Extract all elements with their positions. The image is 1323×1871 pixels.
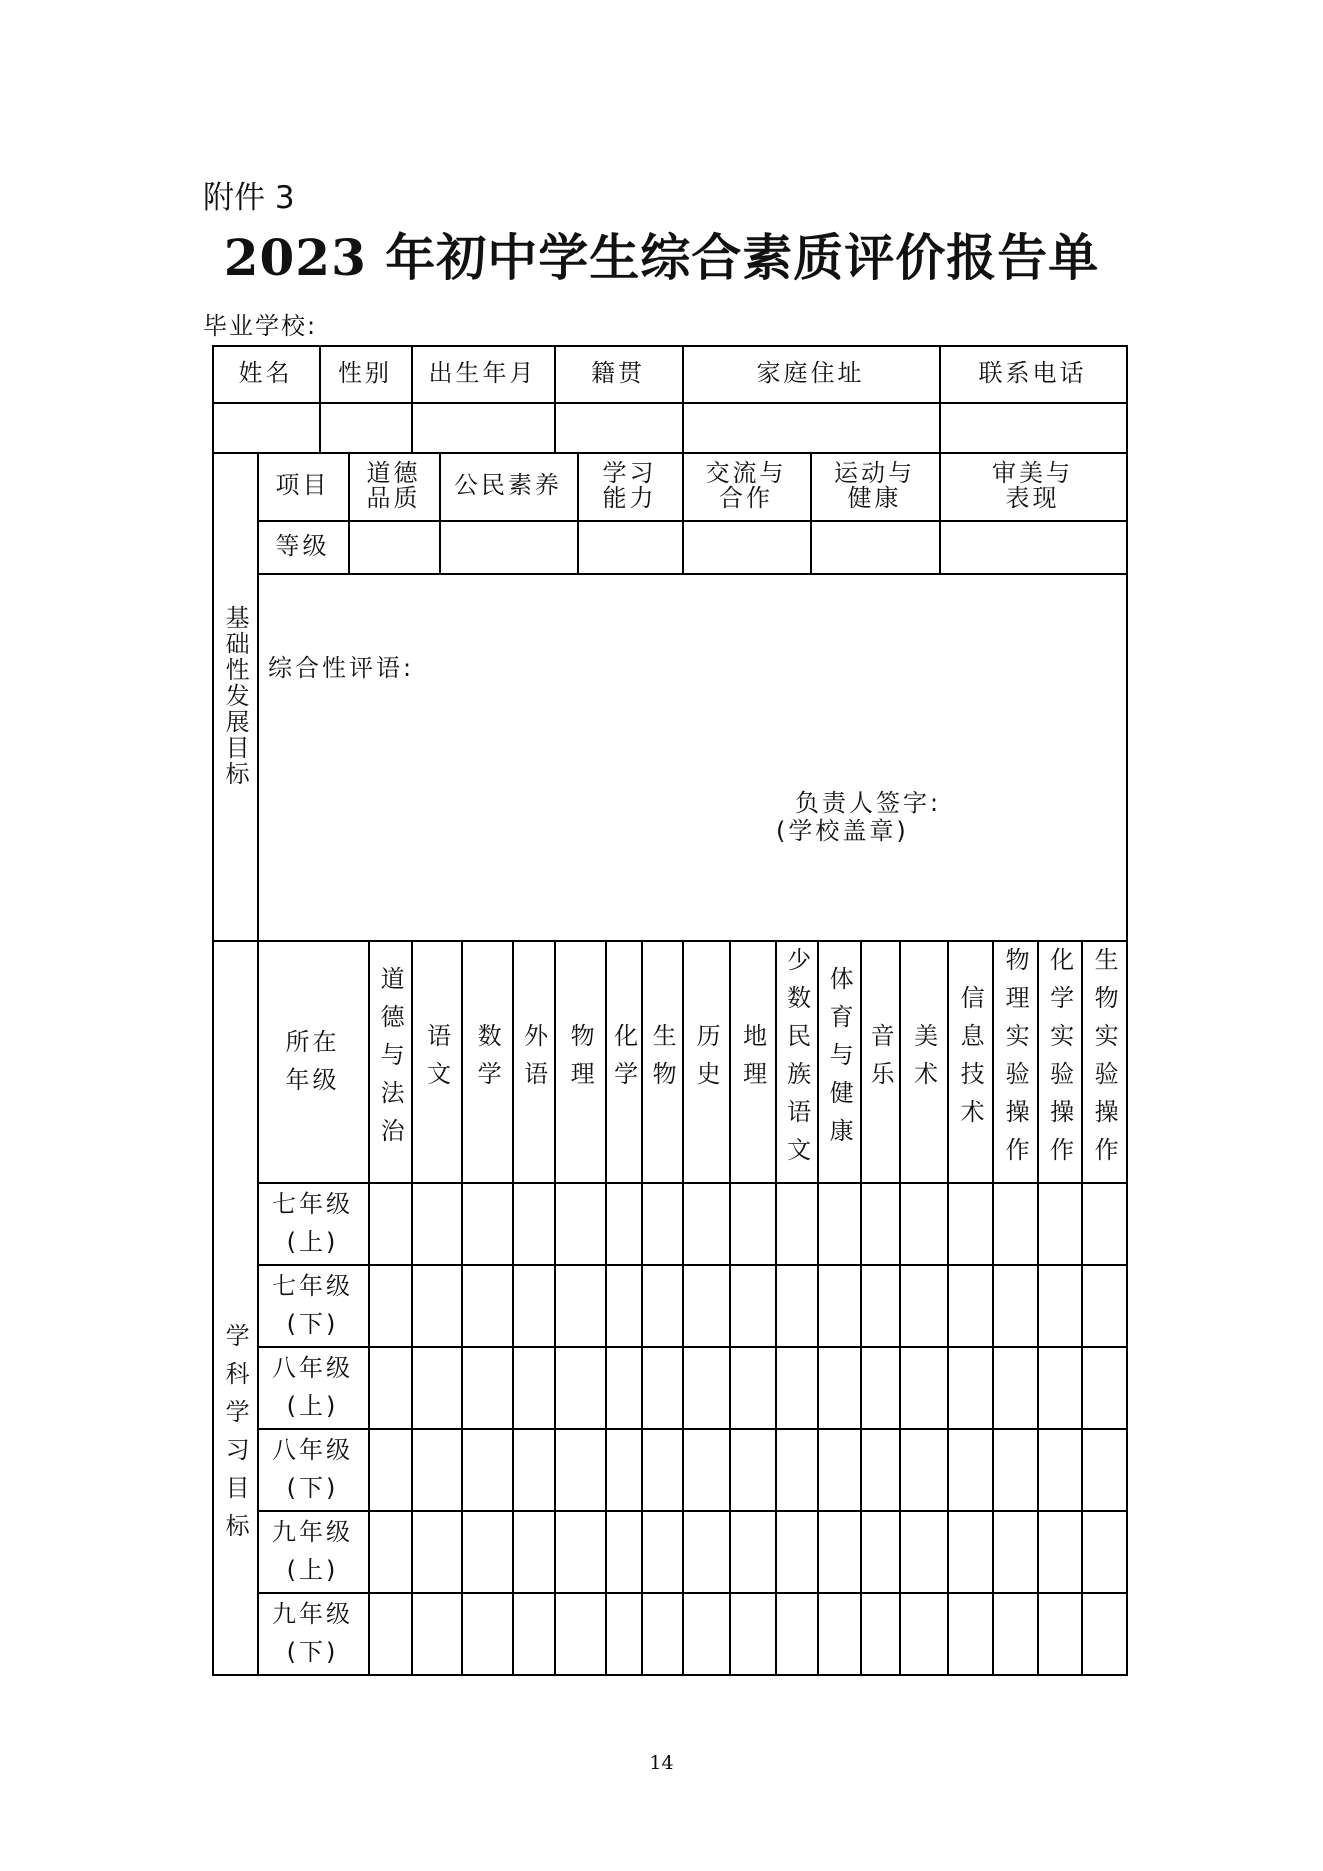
subject-header-2-text: 数学 xyxy=(473,1023,502,1099)
basic-item-3-text: 交流与 合作 xyxy=(705,458,787,512)
score-cell[interactable] xyxy=(947,1346,992,1428)
subject-header-6 xyxy=(641,940,682,1182)
info-value-cell[interactable] xyxy=(939,402,1126,452)
score-cell[interactable] xyxy=(554,1428,605,1510)
subject-header-0-text: 道德与法治 xyxy=(376,966,405,1156)
score-cell[interactable] xyxy=(775,1182,817,1264)
page-number: 14 xyxy=(649,1752,674,1774)
subject-section-label-text: 学科学习目标 xyxy=(221,1323,250,1551)
table-border xyxy=(257,520,1128,522)
basic-item-4 xyxy=(810,452,939,520)
grade-label xyxy=(257,520,348,573)
score-cell[interactable] xyxy=(947,1182,992,1264)
subject-header-7 xyxy=(682,940,729,1182)
subject-header-8-text: 地理 xyxy=(738,1023,767,1099)
score-cell[interactable] xyxy=(461,1346,512,1428)
score-cell[interactable] xyxy=(554,1182,605,1264)
table-border xyxy=(1126,345,1128,1676)
score-cell[interactable] xyxy=(775,1346,817,1428)
score-cell[interactable] xyxy=(368,1264,411,1346)
score-cell[interactable] xyxy=(641,1182,682,1264)
score-cell[interactable] xyxy=(817,1428,860,1510)
score-cell[interactable] xyxy=(817,1510,860,1592)
score-cell[interactable] xyxy=(775,1510,817,1592)
score-cell[interactable] xyxy=(992,1592,1037,1674)
basic-section-label xyxy=(212,452,257,940)
info-value-cell[interactable] xyxy=(212,402,319,452)
score-cell[interactable] xyxy=(1037,1510,1081,1592)
basic-item-5-text: 审美与 表现 xyxy=(992,458,1073,512)
score-cell[interactable] xyxy=(775,1592,817,1674)
score-cell[interactable] xyxy=(605,1592,641,1674)
score-cell[interactable] xyxy=(817,1592,860,1674)
info-header-5-text: 联系电话 xyxy=(978,358,1087,387)
grade-label-text: 等级 xyxy=(275,531,330,560)
score-cell[interactable] xyxy=(512,1592,554,1674)
score-cell[interactable] xyxy=(605,1182,641,1264)
score-cell[interactable] xyxy=(411,1592,461,1674)
basic-item-1-text: 公民素养 xyxy=(454,471,562,500)
basic-item-4-text: 运动与 健康 xyxy=(834,458,915,512)
score-cell[interactable] xyxy=(729,1510,775,1592)
score-cell[interactable] xyxy=(554,1510,605,1592)
score-cell[interactable] xyxy=(682,1264,729,1346)
score-cell[interactable] xyxy=(1081,1264,1126,1346)
table-border xyxy=(257,573,1128,575)
score-cell[interactable] xyxy=(899,1264,947,1346)
score-cell[interactable] xyxy=(411,1182,461,1264)
score-cell[interactable] xyxy=(411,1346,461,1428)
basic-item-5 xyxy=(939,452,1126,520)
subject-header-1 xyxy=(411,940,461,1182)
score-cell[interactable] xyxy=(411,1428,461,1510)
grade-row-label-1-text: 七年级 (下) xyxy=(272,1271,353,1338)
subject-header-2 xyxy=(461,940,512,1182)
score-cell[interactable] xyxy=(682,1592,729,1674)
score-cell[interactable] xyxy=(641,1510,682,1592)
score-cell[interactable] xyxy=(899,1346,947,1428)
school-label: 毕业学校: xyxy=(203,312,318,340)
score-cell[interactable] xyxy=(682,1182,729,1264)
score-cell[interactable] xyxy=(992,1182,1037,1264)
score-cell[interactable] xyxy=(1081,1182,1126,1264)
grade-row-label-3 xyxy=(257,1428,368,1510)
subject-header-4 xyxy=(554,940,605,1182)
score-cell[interactable] xyxy=(512,1346,554,1428)
score-cell[interactable] xyxy=(775,1264,817,1346)
table-border xyxy=(212,1674,1128,1676)
subject-header-10-text: 体育与健康 xyxy=(825,966,854,1156)
info-value-cell[interactable] xyxy=(411,402,554,452)
score-cell[interactable] xyxy=(682,1510,729,1592)
subject-header-16 xyxy=(1081,940,1126,1182)
grade-row-label-5 xyxy=(257,1592,368,1674)
score-cell[interactable] xyxy=(368,1592,411,1674)
score-cell[interactable] xyxy=(992,1264,1037,1346)
score-cell[interactable] xyxy=(368,1346,411,1428)
score-cell[interactable] xyxy=(512,1428,554,1510)
info-value-cell[interactable] xyxy=(554,402,682,452)
score-cell[interactable] xyxy=(1037,1182,1081,1264)
score-cell[interactable] xyxy=(1081,1428,1126,1510)
score-cell[interactable] xyxy=(1081,1346,1126,1428)
page-title: 2023 年初中学生综合素质评价报告单 xyxy=(223,228,1100,287)
score-cell[interactable] xyxy=(411,1264,461,1346)
score-cell[interactable] xyxy=(554,1264,605,1346)
subject-header-15 xyxy=(1037,940,1081,1182)
grade-row-label-4 xyxy=(257,1510,368,1592)
basic-item-2-text: 学习 能力 xyxy=(602,458,657,512)
grade-row-label-3-text: 八年级 (下) xyxy=(272,1435,353,1502)
score-cell[interactable] xyxy=(368,1510,411,1592)
subject-header-11-text: 音乐 xyxy=(866,1023,895,1099)
grade-row-label-1 xyxy=(257,1264,368,1346)
score-cell[interactable] xyxy=(729,1346,775,1428)
subject-header-5 xyxy=(605,940,641,1182)
score-cell[interactable] xyxy=(411,1510,461,1592)
subject-header-9-text: 少数民族语文 xyxy=(782,947,811,1175)
score-cell[interactable] xyxy=(729,1428,775,1510)
score-cell[interactable] xyxy=(682,1346,729,1428)
subject-header-13 xyxy=(947,940,992,1182)
subject-header-12-text: 美术 xyxy=(909,1023,938,1099)
subject-header-11 xyxy=(860,940,899,1182)
score-cell[interactable] xyxy=(1037,1346,1081,1428)
basic-section-label-text: 基础性发展目标 xyxy=(221,605,250,787)
score-cell[interactable] xyxy=(461,1264,512,1346)
subject-section-label xyxy=(212,940,257,1674)
subject-header-5-text: 化学 xyxy=(609,1023,638,1099)
signature-label: 负责人签字: xyxy=(795,789,942,817)
score-cell[interactable] xyxy=(641,1428,682,1510)
subject-header-3-text: 外语 xyxy=(519,1023,548,1099)
score-cell[interactable] xyxy=(605,1428,641,1510)
score-cell[interactable] xyxy=(512,1264,554,1346)
score-cell[interactable] xyxy=(992,1346,1037,1428)
grade-header-text: 所在 年级 xyxy=(285,1027,340,1094)
score-cell[interactable] xyxy=(860,1264,899,1346)
score-cell[interactable] xyxy=(1081,1592,1126,1674)
score-cell[interactable] xyxy=(729,1264,775,1346)
info-header-4 xyxy=(682,345,939,402)
score-cell[interactable] xyxy=(512,1182,554,1264)
score-cell[interactable] xyxy=(461,1592,512,1674)
score-cell[interactable] xyxy=(899,1510,947,1592)
score-cell[interactable] xyxy=(368,1182,411,1264)
info-header-2 xyxy=(411,345,554,402)
info-header-4-text: 家庭住址 xyxy=(756,358,865,387)
item-label xyxy=(257,452,348,520)
info-header-3 xyxy=(554,345,682,402)
comment-label: 综合性评语: xyxy=(268,654,415,682)
score-cell[interactable] xyxy=(729,1592,775,1674)
subject-header-9 xyxy=(775,940,817,1182)
score-cell[interactable] xyxy=(860,1182,899,1264)
score-cell[interactable] xyxy=(860,1428,899,1510)
score-cell[interactable] xyxy=(817,1264,860,1346)
subject-header-7-text: 历史 xyxy=(692,1023,721,1099)
subject-header-10 xyxy=(817,940,860,1182)
score-cell[interactable] xyxy=(947,1510,992,1592)
grade-row-label-5-text: 九年级 (下) xyxy=(272,1599,353,1666)
info-header-1-text: 性别 xyxy=(338,358,392,387)
score-cell[interactable] xyxy=(641,1346,682,1428)
basic-item-0-text: 道德 品质 xyxy=(366,458,421,512)
subject-header-12 xyxy=(899,940,947,1182)
score-cell[interactable] xyxy=(641,1264,682,1346)
score-cell[interactable] xyxy=(817,1182,860,1264)
basic-item-0 xyxy=(348,452,439,520)
score-cell[interactable] xyxy=(1037,1264,1081,1346)
score-cell[interactable] xyxy=(992,1510,1037,1592)
grade-row-label-2-text: 八年级 (上) xyxy=(272,1353,353,1420)
score-cell[interactable] xyxy=(554,1592,605,1674)
score-cell[interactable] xyxy=(641,1592,682,1674)
info-value-cell[interactable] xyxy=(682,402,939,452)
score-cell[interactable] xyxy=(899,1428,947,1510)
score-cell[interactable] xyxy=(860,1346,899,1428)
subject-header-3 xyxy=(512,940,554,1182)
score-cell[interactable] xyxy=(860,1510,899,1592)
info-header-0 xyxy=(212,345,319,402)
subject-header-14-text: 物理实验操作 xyxy=(1001,947,1030,1175)
score-cell[interactable] xyxy=(1037,1592,1081,1674)
score-cell[interactable] xyxy=(899,1592,947,1674)
seal-label: (学校盖章) xyxy=(776,817,909,845)
basic-item-2 xyxy=(577,452,682,520)
score-cell[interactable] xyxy=(1037,1428,1081,1510)
score-cell[interactable] xyxy=(512,1510,554,1592)
score-cell[interactable] xyxy=(554,1346,605,1428)
subject-header-6-text: 生物 xyxy=(648,1023,677,1099)
subject-header-1-text: 语文 xyxy=(422,1023,451,1099)
subject-header-16-text: 生物实验操作 xyxy=(1090,947,1119,1175)
grade-row-label-2 xyxy=(257,1346,368,1428)
score-cell[interactable] xyxy=(817,1346,860,1428)
grade-header xyxy=(257,940,368,1182)
score-cell[interactable] xyxy=(605,1264,641,1346)
grade-row-label-0 xyxy=(257,1182,368,1264)
score-cell[interactable] xyxy=(461,1510,512,1592)
subject-header-13-text: 信息技术 xyxy=(956,985,985,1137)
score-cell[interactable] xyxy=(947,1264,992,1346)
score-cell[interactable] xyxy=(947,1592,992,1674)
score-cell[interactable] xyxy=(729,1182,775,1264)
score-cell[interactable] xyxy=(461,1428,512,1510)
info-header-2-text: 出生年月 xyxy=(428,358,537,387)
score-cell[interactable] xyxy=(605,1346,641,1428)
score-cell[interactable] xyxy=(860,1592,899,1674)
score-cell[interactable] xyxy=(461,1182,512,1264)
score-cell[interactable] xyxy=(682,1428,729,1510)
subject-header-0 xyxy=(368,940,411,1182)
info-header-3-text: 籍贯 xyxy=(591,358,645,387)
item-label-text: 项目 xyxy=(275,471,330,500)
subject-header-14 xyxy=(992,940,1037,1182)
score-cell[interactable] xyxy=(947,1428,992,1510)
subject-header-4-text: 物理 xyxy=(566,1023,595,1099)
info-header-1 xyxy=(319,345,411,402)
score-cell[interactable] xyxy=(368,1428,411,1510)
info-header-0-text: 姓名 xyxy=(238,358,293,387)
info-value-cell[interactable] xyxy=(319,402,411,452)
score-cell[interactable] xyxy=(1081,1510,1126,1592)
subject-header-8 xyxy=(729,940,775,1182)
score-cell[interactable] xyxy=(899,1182,947,1264)
score-cell[interactable] xyxy=(775,1428,817,1510)
attachment-label: 附件 3 xyxy=(203,180,295,216)
grade-row-label-4-text: 九年级 (上) xyxy=(272,1517,353,1584)
info-header-5 xyxy=(939,345,1126,402)
grade-row-label-0-text: 七年级 (上) xyxy=(272,1189,353,1256)
subject-header-15-text: 化学实验操作 xyxy=(1045,947,1074,1175)
score-cell[interactable] xyxy=(605,1510,641,1592)
score-cell[interactable] xyxy=(992,1428,1037,1510)
basic-item-1 xyxy=(439,452,577,520)
basic-item-3 xyxy=(682,452,810,520)
